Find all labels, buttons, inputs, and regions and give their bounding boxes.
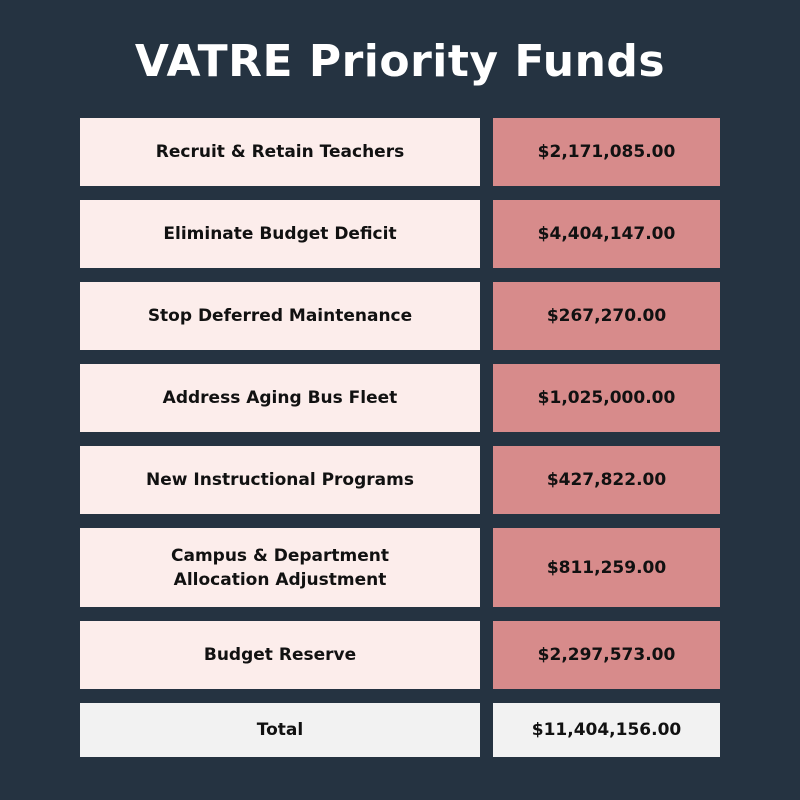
- table-row: [80, 528, 720, 607]
- fund-amount: $1,025,000.00: [493, 364, 720, 432]
- fund-label: Eliminate Budget Deficit: [80, 200, 480, 268]
- fund-label: Campus & Department Allocation Adjustment: [80, 528, 480, 607]
- total-amount: $11,404,156.00: [493, 703, 720, 757]
- table-row: [80, 621, 720, 689]
- fund-label: Recruit & Retain Teachers: [80, 118, 480, 186]
- table-row: [80, 364, 720, 432]
- fund-amount: $811,259.00: [493, 528, 720, 607]
- fund-label: Budget Reserve: [80, 621, 480, 689]
- fund-amount: $2,171,085.00: [493, 118, 720, 186]
- fund-amount: $427,822.00: [493, 446, 720, 514]
- table-row: [80, 282, 720, 350]
- priority-funds-table: [80, 118, 720, 757]
- total-row: [80, 703, 720, 757]
- page-title: VATRE Priority Funds: [134, 36, 666, 87]
- table-row: [80, 200, 720, 268]
- table-row: [80, 446, 720, 514]
- fund-amount: $267,270.00: [493, 282, 720, 350]
- fund-amount: $2,297,573.00: [493, 621, 720, 689]
- fund-amount: $4,404,147.00: [493, 200, 720, 268]
- table-row: [80, 118, 720, 186]
- fund-label: Stop Deferred Maintenance: [80, 282, 480, 350]
- fund-label: Address Aging Bus Fleet: [80, 364, 480, 432]
- total-label: Total: [80, 703, 480, 757]
- fund-label: New Instructional Programs: [80, 446, 480, 514]
